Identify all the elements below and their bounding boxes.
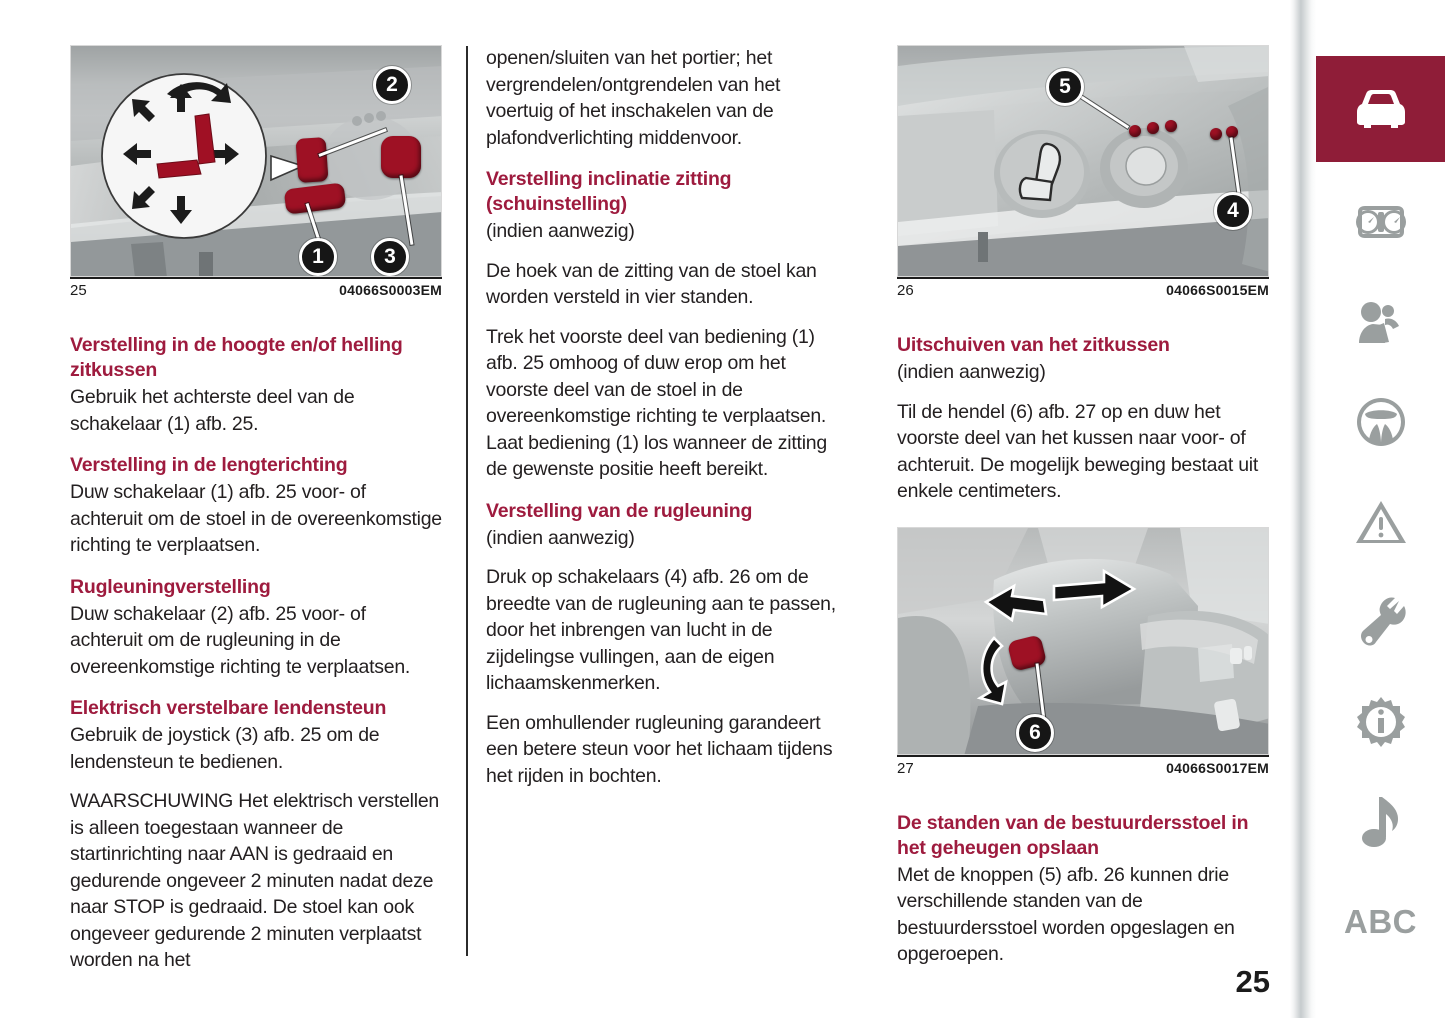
figure-25-image	[70, 45, 442, 277]
warning-triangle-icon	[1355, 499, 1407, 545]
callout-bubble-6: 6	[1016, 714, 1054, 752]
figure-26	[897, 45, 1269, 299]
callout-bubble-5: 5	[1046, 68, 1084, 106]
backrest-switch-4a	[1210, 128, 1222, 140]
backrest-switch-4b	[1226, 126, 1238, 138]
heading-seat-inclination: Verstelling inclinatie zitting (schuinstelling)	[486, 168, 732, 215]
abc-index-icon: ABC	[1344, 903, 1417, 940]
figure-26-caption	[897, 277, 1269, 299]
figure-26-number: 26	[897, 282, 914, 299]
sidebar-item-dashboard[interactable]	[1316, 172, 1445, 272]
figure-27	[897, 527, 1269, 777]
airbag-safety-icon	[1355, 299, 1407, 345]
memory-button-5b	[1147, 122, 1159, 134]
figure-26-image	[897, 45, 1269, 277]
sub-if-present-3: (indien aanwezig)	[897, 361, 1046, 383]
body-lumbar-support: Gebruik de joystick (3) afb. 25 om de lendensteun te bedienen.	[70, 724, 380, 773]
spacer	[70, 299, 442, 317]
figure-27-code: 04066S0017EM	[1166, 759, 1269, 776]
heading-height-tilt: Verstelling in de hoogte en/of helling zitkussen	[70, 334, 403, 381]
callout-bubble-3: 3	[371, 238, 409, 276]
body-backrest-adjust: Duw schakelaar (2) afb. 25 voor- of achteruit om de rugleuning in de overeenkomstige richting te verplaatsen.	[70, 602, 411, 678]
rail-items	[1316, 0, 1445, 1018]
memory-buttons-illustration	[898, 46, 1269, 277]
figure-25-number: 25	[70, 282, 87, 299]
dashboard-gauges-icon	[1352, 202, 1410, 242]
body-height-tilt: Gebruik het achterste deel van de schakelaar (1) afb. 25.	[70, 386, 355, 435]
column-right	[897, 45, 1269, 968]
memory-button-5c	[1165, 120, 1177, 132]
heading-longitudinal: Verstelling in de lengterichting	[70, 454, 348, 476]
body-longitudinal: Duw schakelaar (1) afb. 25 voor- of achteruit om de stoel in de overeenkomstige richting te verplaatsen.	[70, 481, 442, 556]
sidebar-item-technical[interactable]	[1316, 672, 1445, 772]
column-divider	[466, 46, 468, 956]
body-cushion-extension: Til de hendel (6) afb. 27 op en duw het voorste deel van het kussen naar voor- of achteruit. De mogelijk beweging bestaat uit enkele centimeters.	[897, 400, 1259, 502]
page-number: 25	[1235, 964, 1270, 999]
heading-backrest-width: Verstelling van de rugleuning	[486, 499, 753, 522]
memory-button-5a	[1129, 125, 1141, 137]
heading-cushion-extension: Uitschuiven van het zitkussen	[897, 334, 1170, 356]
spacer	[897, 505, 1269, 527]
wrench-icon	[1356, 597, 1406, 647]
section-icon-rail	[1290, 0, 1445, 1018]
callout-bubble-1: 1	[299, 238, 337, 276]
gear-info-icon	[1356, 697, 1406, 747]
column-middle	[486, 45, 846, 789]
music-note-icon	[1362, 797, 1400, 847]
body-continuation: openen/sluiten van het portier; het vergrendelen/ontgrendelen van het voertuig of het inschakelen van de plafondverlichting middenvoor.	[486, 47, 781, 149]
callout-bubble-4: 4	[1214, 192, 1252, 230]
sidebar-item-maintenance[interactable]	[1316, 572, 1445, 672]
figure-25-code: 04066S0003EM	[339, 282, 442, 298]
figure-27-number: 27	[897, 759, 914, 777]
figure-25	[70, 45, 442, 299]
figure-26-code: 04066S0015EM	[1166, 282, 1269, 298]
car-front-icon	[1353, 88, 1409, 130]
page-fold-gutter	[1290, 0, 1316, 1018]
column-left	[70, 45, 442, 974]
sidebar-item-safety[interactable]	[1316, 272, 1445, 372]
sidebar-item-multimedia[interactable]	[1316, 772, 1445, 872]
spacer	[897, 777, 1269, 795]
figure-25-caption	[70, 277, 442, 299]
body-seat-inclination-1: De hoek van de zitting van de stoel kan worden versteld in vier standen.	[486, 259, 817, 308]
callout-bubble-2: 2	[373, 66, 411, 104]
body-seat-inclination-2: Trek het voorste deel van bediening (1) afb. 25 omhoog of duw erop om het voorste deel van de stoel in de overeenkomstige richting te verplaatsen. Laat bediening (1) los wanneer de zitting de gewenste positie heeft bereikt.	[486, 325, 827, 480]
figure-27-image	[897, 527, 1269, 755]
seat-switch-2	[296, 137, 329, 183]
sidebar-item-index[interactable]	[1316, 872, 1445, 972]
body-memory-positions: Met de knoppen (5) afb. 26 kunnen drie verschillende standen van de bestuurdersstoel worden opgeslagen en opgeroepen.	[897, 863, 1235, 965]
steering-wheel-icon	[1356, 397, 1406, 447]
sidebar-item-car[interactable]	[1316, 56, 1445, 162]
heading-lumbar-support: Elektrisch verstelbare lendensteun	[70, 697, 387, 719]
lumbar-joystick-3	[381, 136, 421, 178]
heading-memory-positions: De standen van de bestuurdersstoel in het geheugen opslaan	[897, 811, 1249, 859]
seat-cushion-lever-illustration	[898, 528, 1269, 755]
figure-27-caption	[897, 755, 1269, 777]
spacer	[897, 299, 1269, 317]
sidebar-item-driving[interactable]	[1316, 372, 1445, 472]
body-warning: WAARSCHUWING Het elektrisch verstellen is alleen toegestaan wanneer de startinrichting naar AAN is gedraaid en gedurende ongeveer 2 minuten nadat deze naar STOP is gedraaid. De stoel kan ook ongeveer gedurende 2 minuten verplaatst worden na het	[70, 790, 440, 971]
sub-if-present-1: (indien aanwezig)	[486, 220, 635, 242]
sub-if-present-2: (indien aanwezig)	[486, 526, 635, 549]
body-backrest-width-1: Druk op schakelaars (4) afb. 26 om de breedte van de rugleuning aan te passen, door het inbrengen van lucht in de zijdelingse vullingen, aan de eigen lichaamskenmerken.	[486, 566, 836, 694]
body-backrest-width-2: Een omhullender rugleuning garandeert een betere steun voor het lichaam tijdens het rijden in bochten.	[486, 711, 833, 787]
heading-backrest-adjust: Rugleuningverstelling	[70, 575, 271, 598]
sidebar-item-emergency[interactable]	[1316, 472, 1445, 572]
